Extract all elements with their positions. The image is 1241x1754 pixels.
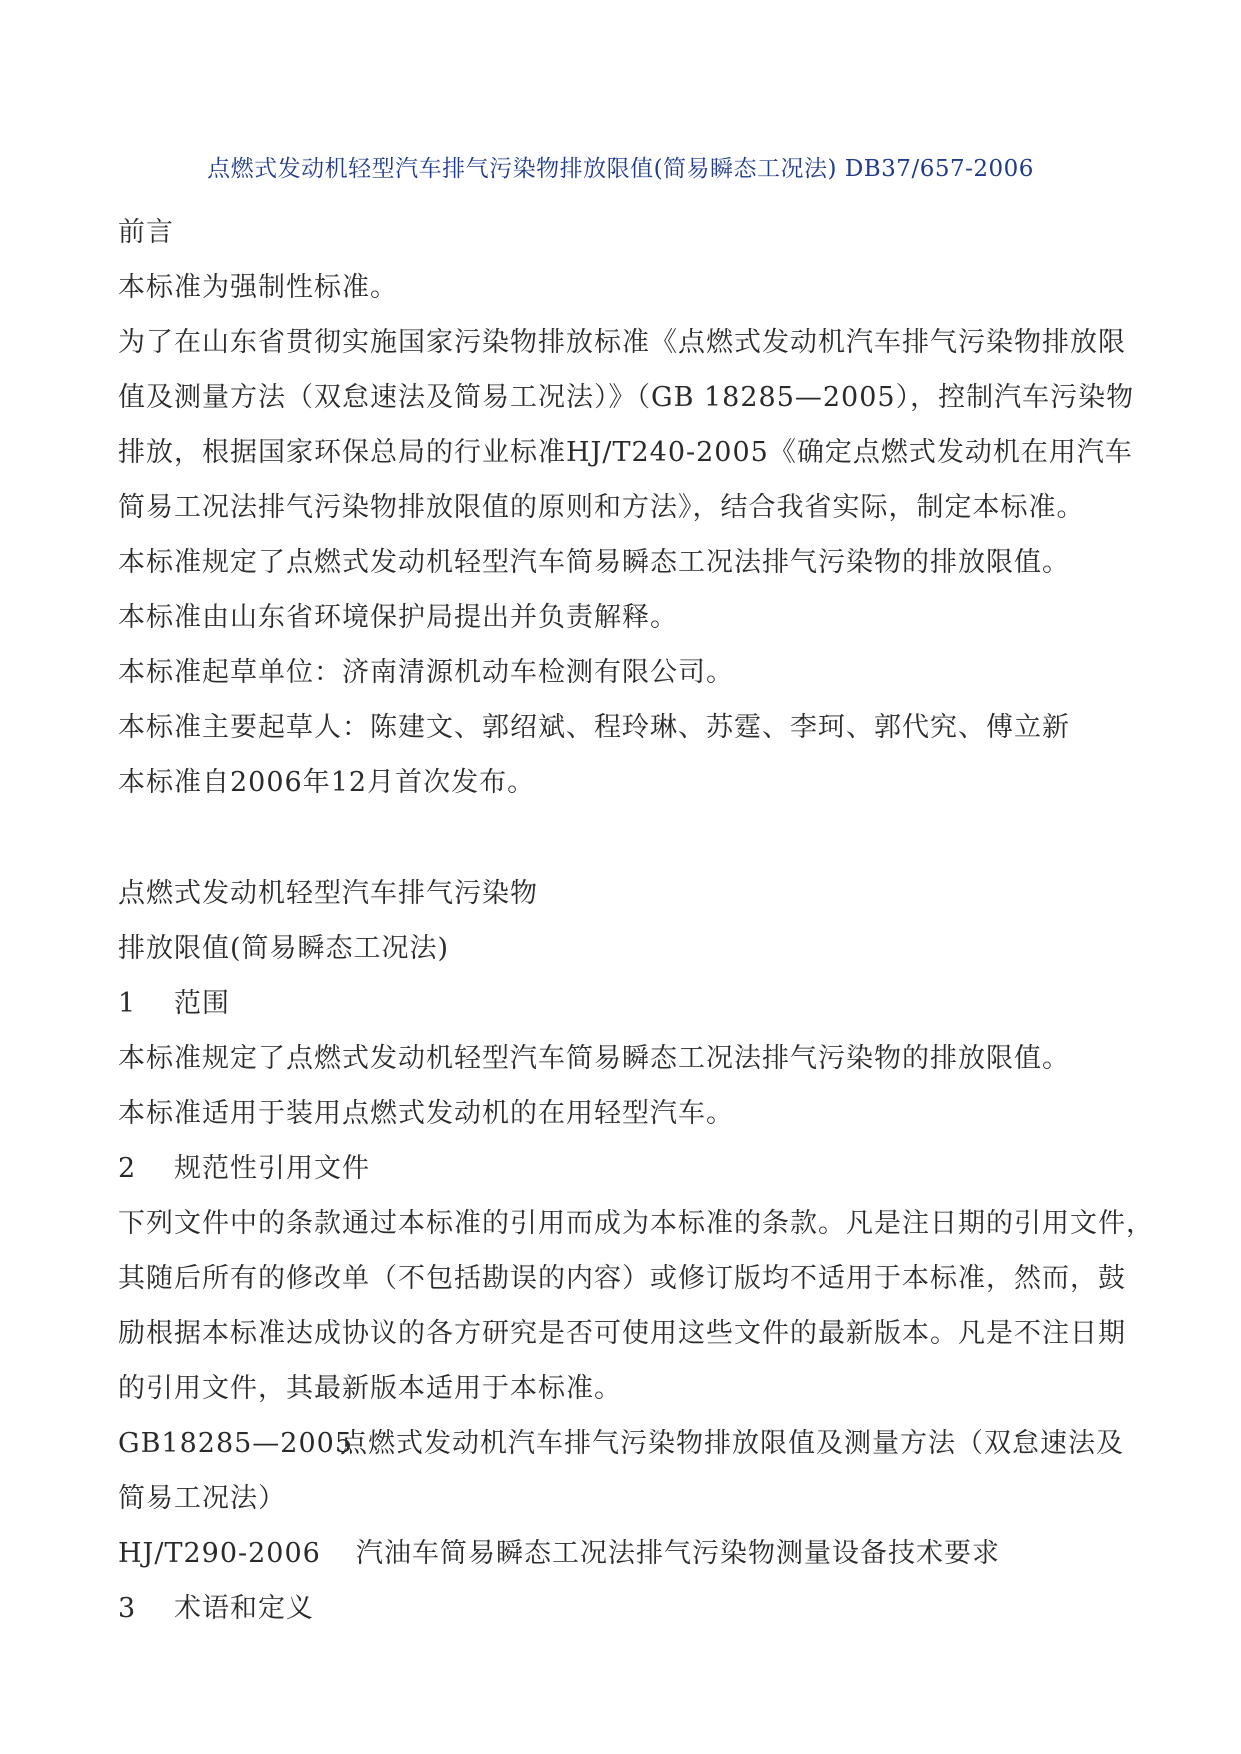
standard-title-line: 点燃式发动机轻型汽车排气污染物 [118, 878, 538, 909]
section-heading [118, 1581, 1148, 1636]
reference-code: GB18285—2005 [118, 1428, 354, 1459]
reference-title: 汽油车简易瞬态工况法排气污染物测量设备技术要求 [356, 1538, 1000, 1569]
section-title: 范围 [174, 988, 230, 1019]
foreword-line: 本标准由山东省环境保护局提出并负责解释。 [118, 602, 678, 633]
section-number: 3 [118, 1593, 137, 1624]
section-heading [118, 1141, 1148, 1196]
document-body [118, 205, 1154, 1636]
section-line: 励根据本标准达成协议的各方研究是否可使用这些文件的最新版本。凡是不注日期 [118, 1318, 1126, 1349]
section-title: 规范性引用文件 [174, 1153, 370, 1184]
reference-entry [118, 1526, 1148, 1581]
foreword-heading: 前言 [118, 217, 174, 248]
reference-entry [118, 1416, 1148, 1471]
section-number: 1 [118, 988, 137, 1019]
reference-code: HJ/T290-2006 [118, 1538, 321, 1569]
reference-title-continued: 简易工况法） [118, 1483, 286, 1514]
section-title: 术语和定义 [174, 1593, 314, 1624]
foreword-line: 简易工况法排气污染物排放限值的原则和方法》，结合我省实际，制定本标准。 [118, 492, 1085, 523]
blank-line [118, 810, 1148, 866]
foreword-line: 排放，根据国家环保总局的行业标准HJ/T240-2005《确定点燃式发动机在用汽车 [118, 437, 1133, 468]
standard-title-line: 排放限值(简易瞬态工况法) [118, 933, 450, 964]
document-title: 点燃式发动机轻型汽车排气污染物排放限值(简易瞬态工况法) DB37/657-2006 [207, 156, 1034, 182]
foreword-line: 本标准起草单位：济南清源机动车检测有限公司。 [118, 657, 734, 688]
section-number: 2 [118, 1153, 137, 1184]
section-heading [118, 976, 1148, 1031]
foreword-line: 值及测量方法（双怠速法及简易工况法）》（GB 18285—2005），控制汽车污染物 [118, 382, 1135, 413]
foreword-line: 本标准为强制性标准。 [118, 272, 398, 303]
foreword-line: 本标准自2006年12月首次发布。 [118, 767, 536, 798]
section-line: 本标准规定了点燃式发动机轻型汽车简易瞬态工况法排气污染物的排放限值。 [118, 1043, 1070, 1074]
section-line: 下列文件中的条款通过本标准的引用而成为本标准的条款。凡是注日期的引用文件， [118, 1208, 1154, 1239]
section-line: 的引用文件，其最新版本适用于本标准。 [118, 1373, 622, 1404]
section-line: 本标准适用于装用点燃式发动机的在用轻型汽车。 [118, 1098, 734, 1129]
section-line: 其随后所有的修改单（不包括勘误的内容）或修订版均不适用于本标准，然而，鼓 [118, 1263, 1126, 1294]
foreword-line: 为了在山东省贯彻实施国家污染物排放标准《点燃式发动机汽车排气污染物排放限 [118, 327, 1126, 358]
reference-title: 点燃式发动机汽车排气污染物排放限值及测量方法（双怠速法及 [340, 1428, 1124, 1459]
foreword-line: 本标准规定了点燃式发动机轻型汽车简易瞬态工况法排气污染物的排放限值。 [118, 547, 1070, 578]
foreword-line: 本标准主要起草人：陈建文、郭绍斌、程玲琳、苏霆、李珂、郭代究、傅立新 [118, 712, 1070, 743]
